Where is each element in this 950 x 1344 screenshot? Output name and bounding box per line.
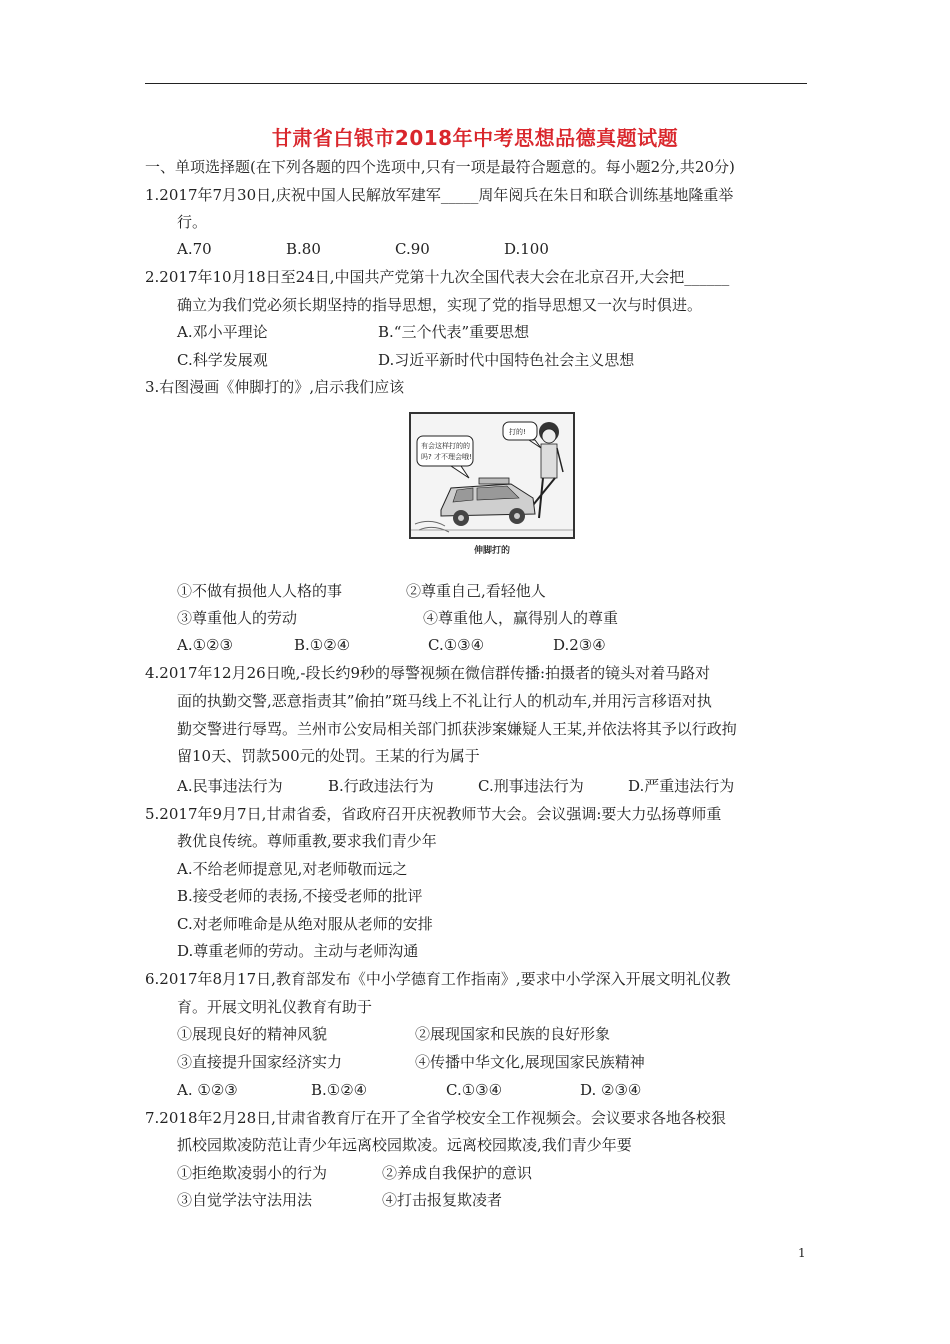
q5-option-a: A.不给老师提意见,对老师敬而远之 [177,860,408,878]
q5-option-d: D.尊重老师的劳动。主动与老师沟通 [177,942,419,960]
q7-statement-2: ②养成自我保护的意识 [382,1164,533,1182]
header-rule [145,83,807,84]
q4-stem-line2: 面的执勤交警,恶意指责其”偷拍”斑马线上不礼让行人的机动车,并用污言移语对执 [177,692,712,710]
q6-option-a: A. ①②③ [177,1081,238,1099]
q4-stem-line1: 4.2017年12月26日晚,-段长约9秒的辱警视频在微信群传播:拍摄者的镜头对着马路对 [145,664,711,682]
section-heading: 一、单项选择题(在下列各题的四个选项中,只有一项是最符合题意的。每小题2分,共20分) [145,158,735,176]
q3-option-c: C.①③④ [428,636,485,654]
q2-stem-line2: 确立为我们党必须长期坚持的指导思想，实现了党的指导思想又一次与时俱进。 [177,296,703,314]
q6-statement-4: ④传播中华文化,展现国家民族精神 [415,1053,645,1071]
q7-statement-4: ④打击报复欺凌者 [382,1191,503,1209]
q6-option-b: B.①②④ [311,1081,368,1099]
q3-statement-4: ④尊重他人，赢得别人的尊重 [423,609,619,627]
cartoon-bubble-left-line1: 有会这样打的的 [421,442,470,450]
q6-statement-1: ①展现良好的精神风貌 [177,1025,328,1043]
q5-option-b: B.接受老师的表扬,不接受老师的批评 [177,887,423,905]
q3-stem: 3.右图漫画《伸脚打的》,启示我们应该 [145,378,405,396]
page-number: 1 [798,1246,806,1260]
q3-statement-3: ③尊重他人的劳动 [177,609,298,627]
q2-option-a: A.邓小平理论 [177,323,268,341]
q3-statement-2: ②尊重自己,看轻他人 [406,582,546,600]
q3-option-a: A.①②③ [177,636,233,654]
cartoon-image [409,412,575,539]
q7-stem-line2: 抓校园欺凌防范让青少年远离校园欺凌。远离校园欺凌,我们青少年要 [177,1136,632,1154]
q2-option-d: D.习近平新时代中国特色社会主义思想 [378,351,635,369]
q6-option-c: C.①③④ [446,1081,503,1099]
q1-stem-line2: 行。 [177,213,208,231]
q2-option-c: C.科学发展观 [177,351,268,369]
q6-option-d: D. ②③④ [580,1081,642,1099]
q6-statement-3: ③直接提升国家经济实力 [177,1053,343,1071]
q5-stem-line2: 教优良传统。尊师重教,要求我们青少年 [177,832,437,850]
q4-option-d: D.严重违法行为 [628,777,735,795]
q3-option-d: D.2③④ [553,636,606,654]
q1-option-c: C.90 [395,240,430,258]
q5-stem-line1: 5.2017年9月7日,甘肃省委，省政府召开庆祝教师节大会。会议强调:要大力弘扬尊师重 [145,805,722,823]
cartoon-caption: 伸脚打的 [473,546,510,556]
q2-stem-line1: 2.2017年10月18日至24日,中国共产党第十九次全国代表大会在北京召开,大会把______ [145,268,730,286]
q1-option-d: D.100 [504,240,549,258]
q4-option-a: A.民事违法行为 [177,777,283,795]
q7-stem-line1: 7.2018年2月28日,甘肃省教育厅在开了全省学校安全工作视频会。会议要求各地各校狠 [145,1109,726,1127]
q4-option-b: B.行政违法行为 [328,777,434,795]
q3-option-b: B.①②④ [294,636,351,654]
q4-option-c: C.刑事违法行为 [478,777,584,795]
cartoon-drawing [411,414,573,537]
cartoon-bubble-right: 打的! [509,428,526,436]
q1-stem-line1: 1.2017年7月30日,庆祝中国人民解放军建军_____周年阅兵在朱日和联合训练基地隆重举 [145,186,734,204]
q6-stem-line2: 育。开展文明礼仪教育有助于 [177,998,373,1016]
q2-option-b: B.“三个代表”重要思想 [378,323,530,341]
q4-stem-line3: 勤交警进行辱骂。兰州市公安局相关部门抓获涉案嫌疑人王某,并依法将其予以行政拘 [177,720,737,738]
q7-statement-3: ③自觉学法守法用法 [177,1191,313,1209]
q4-stem-line4: 留10天、罚款500元的处罚。王某的行为属于 [177,747,480,765]
q5-option-c: C.对老师唯命是从绝对服从老师的安排 [177,915,433,933]
q6-stem-line1: 6.2017年8月17日,教育部发布《中小学德育工作指南》,要求中小学深入开展文明礼仪教 [145,970,731,988]
q3-statement-1: ①不做有损他人人格的事 [177,582,343,600]
page-title: 甘肃省白银市2018年中考思想品德真题试题 [271,126,679,150]
q7-statement-1: ①拒绝欺凌弱小的行为 [177,1164,328,1182]
q1-option-a: A.70 [177,240,212,258]
q1-option-b: B.80 [286,240,321,258]
q6-statement-2: ②展现国家和民族的良好形象 [415,1025,611,1043]
cartoon-bubble-left-line2: 吗? 才不理会哦! [421,453,472,461]
